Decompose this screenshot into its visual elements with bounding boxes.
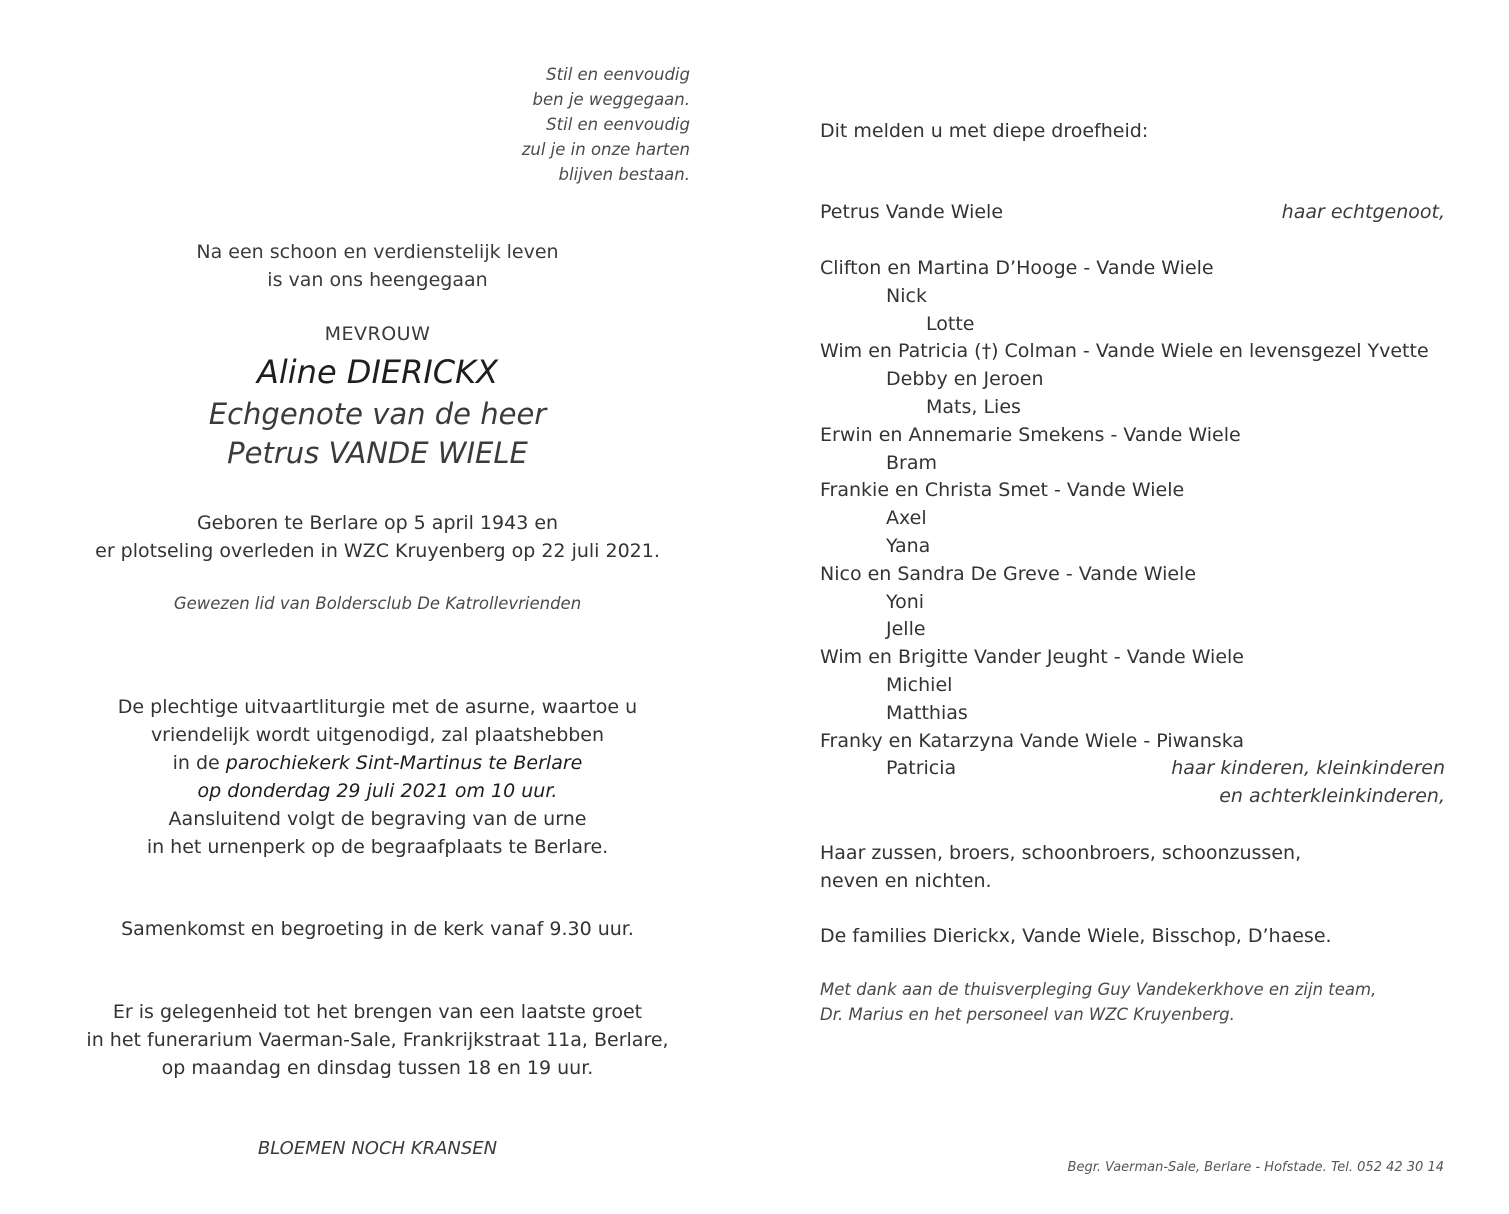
thanks-line: Met dank aan de thuisverpleging Guy Vandekerkhove en zijn team, [820,980,1377,999]
family-list [820,255,1445,811]
family-member: Mats, Lies [926,395,1021,418]
funeral-line: De plechtige uitvaartliturgie met de asurne, waartoe u [117,696,638,718]
funeral-location-line [60,749,695,777]
poem-line: ben je weggegaan. [532,90,690,109]
family-member: Franky en Katarzyna Vande Wiele - Piwanska [820,729,1245,752]
funeral-line: Aansluitend volgt de begraving van de urne [168,808,587,830]
birth-death-info [60,509,695,565]
family-member: Yana [886,534,931,557]
siblings-info [820,839,1445,895]
family-member: Clifton en Martina D’Hooge - Vande Wiele [820,257,1214,279]
announcement-heading: Dit melden u met diepe droefheid: [820,120,1149,142]
intro-line: is van ons heengegaan [267,269,488,291]
family-member: Axel [886,507,927,530]
visit-line: op maandag en dinsdag tussen 18 en 19 uur. [161,1057,594,1079]
poem-line: Stil en eenvoudig [546,65,690,84]
husband-row [820,199,1445,227]
funeral-date: op donderdag 29 juli 2021 om 10 uur. [197,780,558,802]
family-member: Nick [886,284,927,307]
family-member: Lotte [926,312,975,335]
deceased-title: MEVROUW [324,323,431,345]
siblings-line: neven en nichten. [820,870,992,892]
poem [420,62,690,187]
deceased-name: Aline DIERICKX [256,353,499,391]
husband-line [820,199,1445,227]
husband-relation: haar echtgenoot, [1281,201,1445,223]
family-member: Frankie en Christa Smet - Vande Wiele [820,479,1185,502]
family-member: Nico en Sandra De Greve - Vande Wiele [820,562,1197,585]
family-relation: en achterkleinkinderen, [1219,785,1445,808]
family-member: Debby en Jeroen [886,368,1044,391]
family-member: Wim en Brigitte Vander Jeught - Vande Wiele [820,646,1244,669]
intro-text [60,238,695,294]
spouse-line: Echgenote van de heer [208,397,547,431]
family-member: Yoni [886,590,925,613]
family-member: Matthias [886,701,968,724]
funeral-church: parochiekerk Sint-Martinus te Berlare [225,752,583,774]
thanks-line: Dr. Marius en het personeel van WZC Kruyenberg. [820,1005,1235,1024]
poem-line: Stil en eenvoudig [546,115,690,134]
husband-name: Petrus Vande Wiele [820,201,1004,223]
meeting-info: Samenkomst en begroeting in de kerk vanaf 9.30 uur. [121,918,634,940]
family-member: Bram [886,451,937,474]
siblings-line: Haar zussen, broers, schoonbroers, schoonzussen, [820,842,1302,864]
family-relation: haar kinderen, kleinkinderen [1171,757,1445,780]
family-member: Jelle [886,618,926,641]
spouse-info [60,395,695,473]
membership-note: Gewezen lid van Boldersclub De Katrollevrienden [173,594,582,613]
family-member: Wim en Patricia (†) Colman - Vande Wiele en levensgezel Yvette [820,340,1429,363]
funeral-line: vriendelijk wordt uitgenodigd, zal plaatshebben [150,724,605,746]
funeral-info [60,693,695,861]
poem-line: zul je in onze harten [521,140,690,159]
visit-line: in het funerarium Vaerman-Sale, Frankrijkstraat 11a, Berlare, [86,1029,669,1051]
born-line: Geboren te Berlare op 5 april 1943 en [196,512,559,534]
family-relation-row [820,783,1445,811]
visitation-info [60,998,695,1082]
thanks-note [820,977,1445,1027]
family-member: Patricia [886,757,957,780]
undertaker-info: Begr. Vaerman-Sale, Berlare - Hofstade. Tel. 052 42 30 14 [1067,1160,1444,1175]
funeral-prefix: in de [172,752,226,774]
families-info: De families Dierickx, Vande Wiele, Bisschop, D’haese. [820,925,1332,947]
family-member: Michiel [886,673,953,696]
family-member: Erwin en Annemarie Smekens - Vande Wiele [820,423,1241,446]
born-line: er plotseling overleden in WZC Kruyenberg op 22 juli 2021. [95,540,660,562]
funeral-line: in het urnenperk op de begraafplaats te Berlare. [146,836,609,858]
intro-line: Na een schoon en verdienstelijk leven [196,241,559,263]
flowers-note: BLOEMEN NOCH KRANSEN [257,1138,498,1159]
poem-line: blijven bestaan. [558,165,690,184]
family-member-last-row [820,755,1445,783]
spouse-line: Petrus VANDE WIELE [227,436,528,470]
visit-line: Er is gelegenheid tot het brengen van een laatste groet [112,1001,643,1023]
